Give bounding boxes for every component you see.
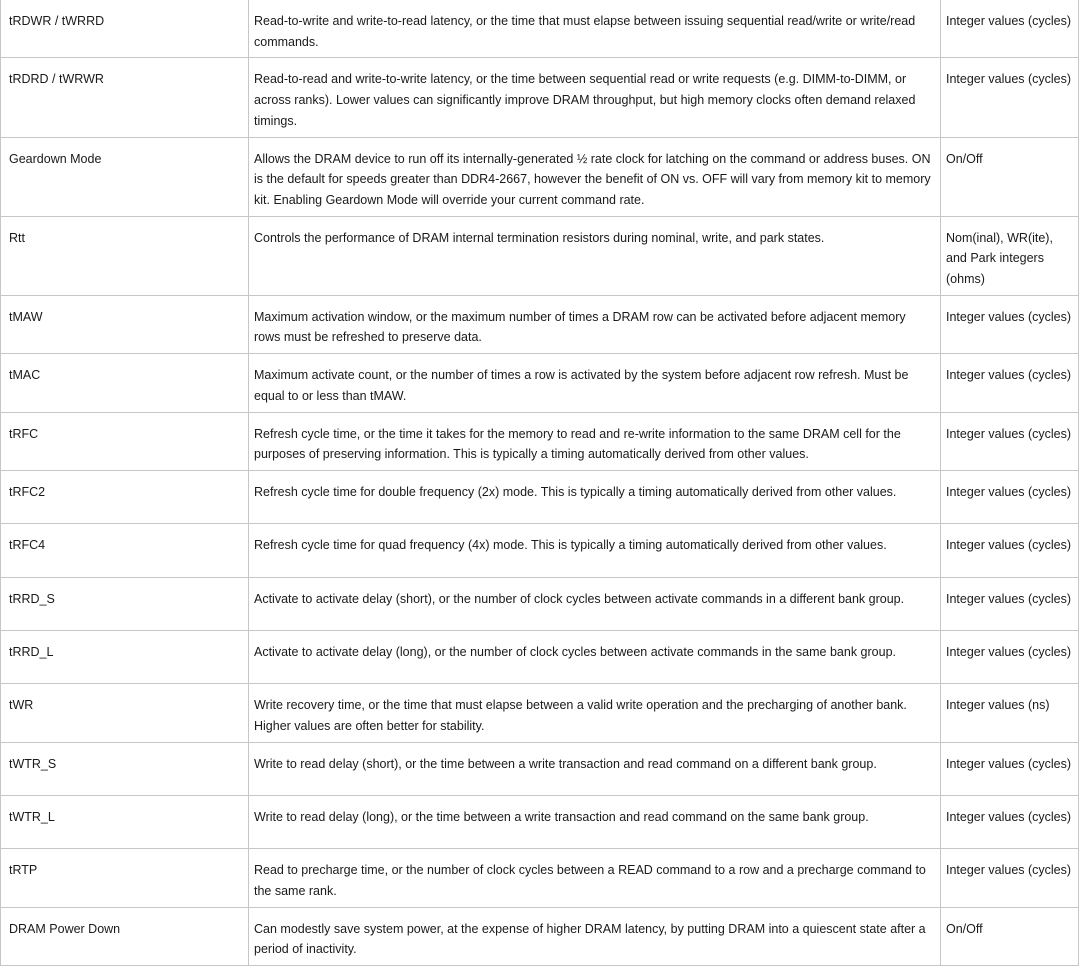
setting-description: Activate to activate delay (short), or the number of clock cycles between activate commands in a different bank group. bbox=[249, 577, 941, 630]
table-row bbox=[1, 216, 1079, 295]
table-row bbox=[1, 470, 1079, 523]
setting-name: tRRD_L bbox=[1, 630, 249, 683]
setting-options: Integer values (cycles) bbox=[941, 470, 1079, 523]
setting-description: Controls the performance of DRAM internal termination resistors during nominal, write, and park states. bbox=[249, 216, 941, 295]
setting-options: On/Off bbox=[941, 907, 1079, 965]
setting-name: tWTR_L bbox=[1, 795, 249, 848]
table-row bbox=[1, 412, 1079, 470]
setting-options: Integer values (cycles) bbox=[941, 0, 1079, 58]
table-row bbox=[1, 137, 1079, 216]
table-row bbox=[1, 849, 1079, 907]
table-row bbox=[1, 630, 1079, 683]
setting-options: On/Off bbox=[941, 137, 1079, 216]
setting-description: Refresh cycle time, or the time it takes for the memory to read and re-write information to the same DRAM cell for the purposes of preserving information. This is typically a timing automatically derived from other values. bbox=[249, 412, 941, 470]
setting-name: tRTP bbox=[1, 849, 249, 907]
table-row bbox=[1, 742, 1079, 795]
setting-name: tRFC4 bbox=[1, 524, 249, 577]
setting-description: Write to read delay (long), or the time between a write transaction and read command on the same bank group. bbox=[249, 795, 941, 848]
table-row bbox=[1, 907, 1079, 965]
setting-name: tWTR_S bbox=[1, 742, 249, 795]
setting-options: Nom(inal), WR(ite), and Park integers (ohms) bbox=[941, 216, 1079, 295]
setting-name: Geardown Mode bbox=[1, 137, 249, 216]
setting-name: tRFC bbox=[1, 412, 249, 470]
setting-name: tWR bbox=[1, 684, 249, 742]
setting-options: Integer values (cycles) bbox=[941, 412, 1079, 470]
table-row bbox=[1, 354, 1079, 412]
setting-description: Write recovery time, or the time that must elapse between a valid write operation and the precharging of another bank. Higher values are often better for stability. bbox=[249, 684, 941, 742]
setting-options: Integer values (cycles) bbox=[941, 295, 1079, 353]
table-row bbox=[1, 524, 1079, 577]
setting-options: Integer values (cycles) bbox=[941, 58, 1079, 137]
setting-description: Refresh cycle time for quad frequency (4x) mode. This is typically a timing automatically derived from other values. bbox=[249, 524, 941, 577]
setting-description: Refresh cycle time for double frequency (2x) mode. This is typically a timing automatically derived from other values. bbox=[249, 470, 941, 523]
setting-description: Maximum activate count, or the number of times a row is activated by the system before adjacent row refresh. Must be equal to or less than tMAW. bbox=[249, 354, 941, 412]
table-row bbox=[1, 58, 1079, 137]
setting-description: Read to precharge time, or the number of clock cycles between a READ command to a row and a precharge command to the same rank. bbox=[249, 849, 941, 907]
setting-name: tMAC bbox=[1, 354, 249, 412]
setting-options: Integer values (cycles) bbox=[941, 630, 1079, 683]
setting-description: Can modestly save system power, at the expense of higher DRAM latency, by putting DRAM into a quiescent state after a period of inactivity. bbox=[249, 907, 941, 965]
setting-description: Maximum activation window, or the maximum number of times a DRAM row can be activated before adjacent memory rows must be refreshed to preserve data. bbox=[249, 295, 941, 353]
setting-options: Integer values (ns) bbox=[941, 684, 1079, 742]
setting-description: Activate to activate delay (long), or the number of clock cycles between activate commands in the same bank group. bbox=[249, 630, 941, 683]
table-row bbox=[1, 0, 1079, 58]
setting-options: Integer values (cycles) bbox=[941, 795, 1079, 848]
setting-options: Integer values (cycles) bbox=[941, 742, 1079, 795]
setting-description: Read-to-read and write-to-write latency, or the time between sequential read or write requests (e.g. DIMM-to-DIMM, or across ranks). Lower values can significantly improve DRAM throughput, but high memory clocks often demand relaxed timings. bbox=[249, 58, 941, 137]
setting-name: Rtt bbox=[1, 216, 249, 295]
setting-name: tRDRD / tWRWR bbox=[1, 58, 249, 137]
setting-options: Integer values (cycles) bbox=[941, 577, 1079, 630]
setting-name: tRFC2 bbox=[1, 470, 249, 523]
table-row bbox=[1, 684, 1079, 742]
table-row bbox=[1, 577, 1079, 630]
table-row bbox=[1, 795, 1079, 848]
setting-description: Allows the DRAM device to run off its internally-generated ½ rate clock for latching on the command or address buses. ON is the default for speeds greater than DDR4-2667, however the benefit of ON vs. OFF will vary from memory kit to memory kit. Enabling Geardown Mode will override your current command rate. bbox=[249, 137, 941, 216]
setting-options: Integer values (cycles) bbox=[941, 354, 1079, 412]
setting-name: tMAW bbox=[1, 295, 249, 353]
setting-options: Integer values (cycles) bbox=[941, 524, 1079, 577]
setting-name: tRRD_S bbox=[1, 577, 249, 630]
setting-name: tRDWR / tWRRD bbox=[1, 0, 249, 58]
setting-description: Write to read delay (short), or the time between a write transaction and read command on a different bank group. bbox=[249, 742, 941, 795]
setting-description: Read-to-write and write-to-read latency, or the time that must elapse between issuing sequential read/write or write/read commands. bbox=[249, 0, 941, 58]
table-row bbox=[1, 295, 1079, 353]
setting-name: DRAM Power Down bbox=[1, 907, 249, 965]
setting-options: Integer values (cycles) bbox=[941, 849, 1079, 907]
